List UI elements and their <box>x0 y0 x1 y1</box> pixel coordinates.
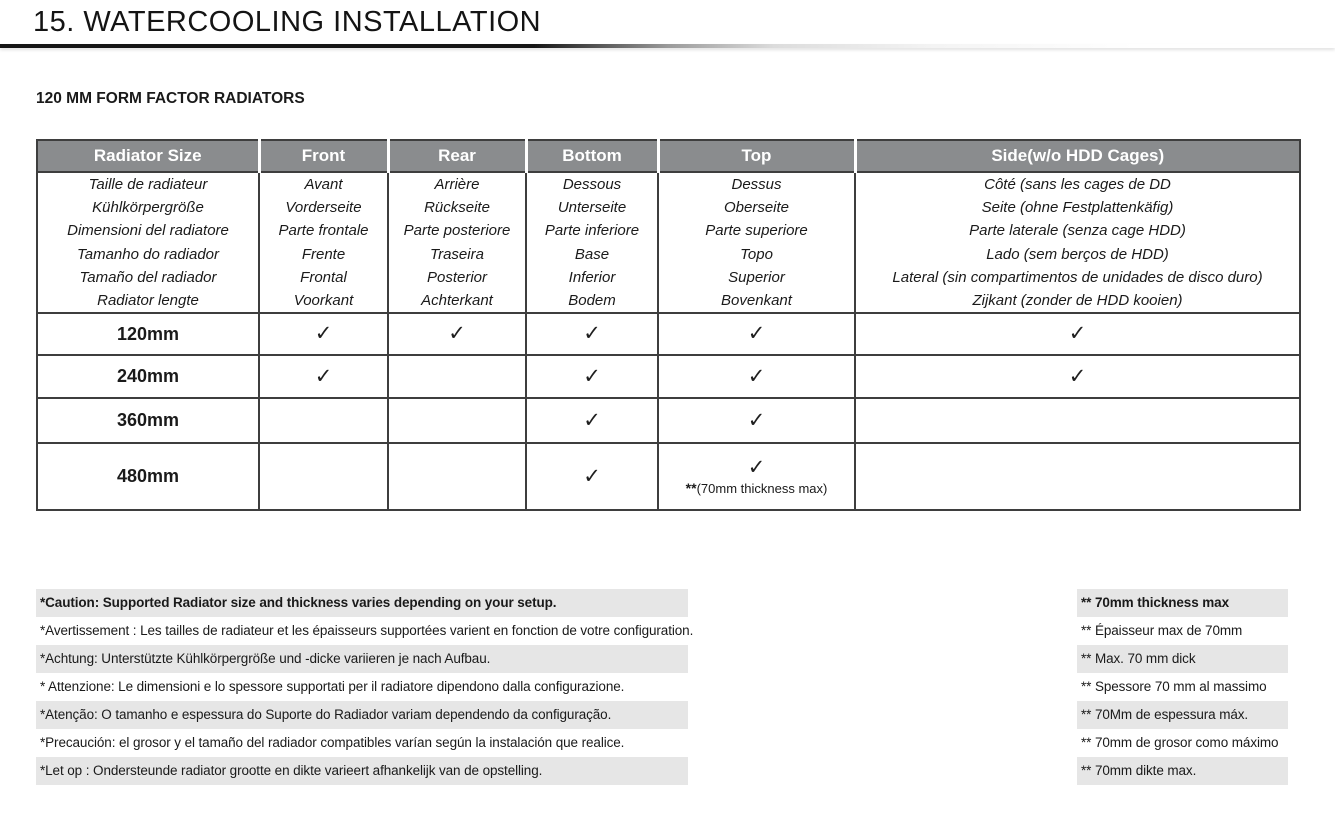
column-translations-top <box>658 172 855 313</box>
check-icon: ✓ <box>314 363 333 388</box>
translation-line: Frontal <box>300 268 347 286</box>
cell-rear <box>388 355 526 398</box>
translation-line: Parte inferiore <box>544 222 640 240</box>
table-row <box>37 355 1300 398</box>
translation-line: Base <box>574 245 610 263</box>
note-item: *Caution: Supported Radiator size and thickness varies depending on your setup. <box>36 589 688 617</box>
cell-side <box>855 313 1300 355</box>
note-item: ** Max. 70 mm dick <box>1077 645 1288 673</box>
translation-line: Zijkant (zonder de HDD kooien) <box>972 292 1183 310</box>
check-icon: ✓ <box>747 455 766 480</box>
cell-side <box>855 443 1300 510</box>
translation-line: Oberseite <box>723 199 790 217</box>
translation-line: Seite (ohne Festplattenkäfig) <box>981 199 1174 217</box>
table-body <box>37 172 1300 510</box>
cell-front <box>259 313 388 355</box>
translation-line: Parte posteriore <box>403 222 511 240</box>
translation-line: Dessus <box>731 176 782 193</box>
note-item: ** 70Mm de espessura máx. <box>1077 701 1288 729</box>
translation-line: Tamanho do radiador <box>76 245 220 263</box>
cell-top <box>658 355 855 398</box>
note-item: * Attenzione: Le dimensioni e lo spessore supportati per il radiatore dipendono dalla configurazione. <box>40 679 625 694</box>
table-row <box>37 398 1300 443</box>
cell-front <box>259 443 388 510</box>
column-translations-rear <box>388 172 526 313</box>
notes-left <box>36 589 694 785</box>
column-header-top: Top <box>658 140 855 172</box>
check-icon: ✓ <box>1068 321 1087 346</box>
note-stars: ** <box>685 480 697 497</box>
column-header-front: Front <box>259 140 388 172</box>
translation-line: Tamaño del radiador <box>79 268 217 286</box>
translation-line: Taille de radiateur <box>88 176 208 193</box>
check-icon: ✓ <box>747 321 766 346</box>
thickness-note: **(70mm thickness max) <box>685 480 828 497</box>
translation-line: Unterseite <box>557 199 627 217</box>
cell-bottom <box>526 313 658 355</box>
cell-bottom <box>526 443 658 510</box>
translation-line: Frente <box>301 245 346 263</box>
translation-line: Bodem <box>568 292 616 310</box>
table-translations-row <box>37 172 1300 313</box>
title-underline <box>0 44 1335 48</box>
translation-line: Côté (sans les cages de DD <box>984 176 1171 193</box>
note-item: *Atenção: O tamanho e espessura do Suporte do Radiador variam dependendo da configuração. <box>36 701 688 729</box>
translation-line: Dessous <box>562 176 622 193</box>
translation-line: Radiator lengte <box>97 292 199 310</box>
check-icon: ✓ <box>747 363 766 388</box>
translation-line: Superior <box>728 268 785 286</box>
check-icon: ✓ <box>583 363 601 388</box>
radiator-size-cell: 360mm <box>37 398 259 443</box>
table-header-row <box>37 140 1300 172</box>
column-translations-front <box>259 172 388 313</box>
translation-line: Achterkant <box>421 292 493 310</box>
table-row <box>37 313 1300 355</box>
translation-line: Lateral (sin compartimentos de unidades de disco duro) <box>892 268 1263 286</box>
radiator-size-cell: 480mm <box>37 443 259 510</box>
cell-top <box>658 398 855 443</box>
check-icon: ✓ <box>583 407 601 432</box>
column-translations-side <box>855 172 1300 313</box>
note-item: ** Spessore 70 mm al massimo <box>1081 679 1267 694</box>
translation-line: Dimensioni del radiatore <box>67 222 229 240</box>
cell-bottom <box>526 355 658 398</box>
check-icon: ✓ <box>448 321 466 346</box>
translation-line: Voorkant <box>293 292 354 310</box>
check-icon: ✓ <box>583 463 601 488</box>
translation-line: Avant <box>304 176 343 193</box>
translation-line: Parte frontale <box>278 222 369 240</box>
note-item: *Let op : Ondersteunde radiator grootte en dikte varieert afhankelijk van de opstelling. <box>36 757 688 785</box>
cell-top <box>658 443 855 510</box>
column-header-side: Side(w/o HDD Cages) <box>855 140 1300 172</box>
translation-line: Rückseite <box>424 199 490 217</box>
note-item: *Precaución: el grosor y el tamaño del radiador compatibles varían según la instalación que realice. <box>40 735 625 750</box>
radiator-compatibility-table <box>36 139 1301 511</box>
translation-line: Posterior <box>426 268 488 286</box>
translation-line: Parte laterale (senza cage HDD) <box>969 222 1186 240</box>
column-translations-size <box>37 172 259 313</box>
check-icon: ✓ <box>747 407 766 432</box>
page-title: 15. WATERCOOLING INSTALLATION <box>33 6 542 38</box>
column-header-size: Radiator Size <box>37 140 259 172</box>
notes-right <box>1077 589 1288 785</box>
table-row <box>37 443 1300 510</box>
check-icon: ✓ <box>314 321 333 346</box>
cell-rear <box>388 443 526 510</box>
cell-front <box>259 355 388 398</box>
section-subtitle: 120 MM FORM FACTOR RADIATORS <box>36 90 305 107</box>
note-item: ** 70mm de grosor como máximo <box>1081 735 1279 750</box>
cell-rear <box>388 398 526 443</box>
cell-rear <box>388 313 526 355</box>
translation-line: Traseira <box>430 245 484 263</box>
translation-line: Vorderseite <box>285 199 362 217</box>
note-item: *Avertissement : Les tailles de radiateur et les épaisseurs supportées varient en fonction de votre configuration. <box>40 623 694 638</box>
radiator-size-cell: 240mm <box>37 355 259 398</box>
translation-line: Inferior <box>568 268 616 286</box>
note-item: ** 70mm thickness max <box>1077 589 1288 617</box>
column-header-bottom: Bottom <box>526 140 658 172</box>
column-translations-bottom <box>526 172 658 313</box>
note-item: ** Épaisseur max de 70mm <box>1081 623 1243 638</box>
translation-line: Lado (sem berços de HDD) <box>986 245 1169 263</box>
cell-top <box>658 313 855 355</box>
translation-line: Topo <box>740 245 773 263</box>
radiator-size-cell: 120mm <box>37 313 259 355</box>
check-icon: ✓ <box>1068 363 1087 388</box>
check-icon: ✓ <box>583 321 601 346</box>
translation-line: Bovenkant <box>721 292 792 310</box>
cell-bottom <box>526 398 658 443</box>
cell-side <box>855 398 1300 443</box>
translation-line: Kühlkörpergröße <box>92 199 204 217</box>
translation-line: Parte superiore <box>705 222 808 240</box>
translation-line: Arrière <box>434 176 480 193</box>
cell-front <box>259 398 388 443</box>
note-item: *Achtung: Unterstützte Kühlkörpergröße und -dicke variieren je nach Aufbau. <box>36 645 688 673</box>
column-header-rear: Rear <box>388 140 526 172</box>
note-item: ** 70mm dikte max. <box>1077 757 1288 785</box>
cell-side <box>855 355 1300 398</box>
